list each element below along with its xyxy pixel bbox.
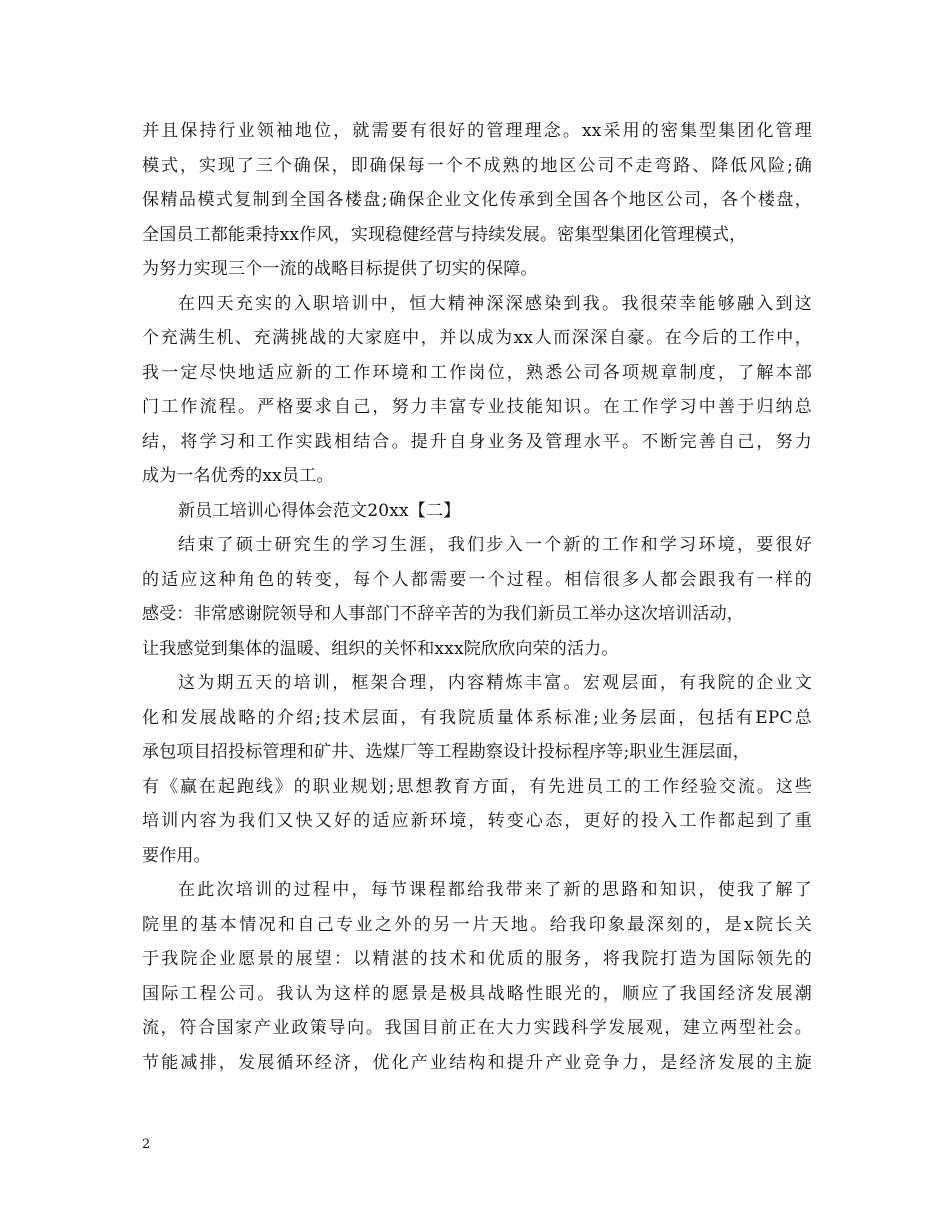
text-line: 承包项目招投标管理和矿井、选煤厂等工程勘察设计投标程序等;职业生涯层面，	[142, 742, 750, 762]
text-line: 国际工程公司。我认为这样的愿景是极具战略性眼光的，顺应了我国经济发展潮	[142, 983, 812, 1004]
text-line: 感受：非常感谢院领导和人事部门不辞辛苦的为我们新员工举办这次培训活动，	[142, 604, 744, 624]
page-number: 2	[142, 1137, 151, 1152]
text-line: 并且保持行业领袖地位，就需要有很好的管理理念。xx采用的密集型集团化管理	[142, 121, 812, 141]
text-line: 化和发展战略的介绍;技术层面，有我院质量体系标准;业务层面，包括有EPC总	[142, 707, 812, 728]
text-line: 有《赢在起跑线》的职业规划;思想教育方面，有先进员工的工作经验交流。这些	[142, 776, 812, 797]
text-line: 保精品模式复制到全国各楼盘;确保企业文化传承到全国各个地区公司，各个楼盘，	[142, 190, 812, 210]
text-line: 结，将学习和工作实践相结合。提升自身业务及管理水平。不断完善自己，努力	[142, 431, 812, 452]
text-line: 模式，实现了三个确保，即确保每一个不成熟的地区公司不走弯路、降低风险;确	[142, 155, 812, 176]
text-line: 流，符合国家产业政策导向。我国目前正在大力实践科学发展观，建立两型社会。	[142, 1018, 812, 1038]
text-line: 结束了硕士研究生的学习生涯，我们步入一个新的工作和学习环境，要很好	[178, 535, 812, 555]
text-line: 培训内容为我们又快又好的适应新环境，转变心态，更好的投入工作都起到了重	[142, 811, 812, 831]
text-line: 在四天充实的入职培训中，恒大精神深深感染到我。我很荣幸能够融入到这	[178, 293, 812, 314]
text-line: 我一定尽快地适应新的工作环境和工作岗位，熟悉公司各项规章制度，了解本部	[142, 362, 812, 383]
document-body	[142, 114, 812, 1080]
text-line: 门工作流程。严格要求自己，努力丰富专业技能知识。在工作学习中善于归纳总	[142, 397, 812, 417]
text-line: 的适应这种角色的转变，每个人都需要一个过程。相信很多人都会跟我有一样的	[142, 569, 812, 590]
text-line: 成为一名优秀的xx员工。	[142, 466, 334, 486]
text-line: 节能减排，发展循环经济，优化产业结构和提升产业竞争力，是经济发展的主旋	[142, 1052, 812, 1073]
text-line: 这为期五天的培训，框架合理，内容精炼丰富。宏观层面，有我院的企业文	[178, 673, 812, 693]
text-line: 为努力实现三个一流的战略目标提供了切实的保障。	[142, 259, 538, 279]
text-line: 个充满生机、充满挑战的大家庭中，并以成为xx人而深深自豪。在今后的工作中，	[142, 328, 812, 348]
text-line: 新员工培训心得体会范文20xx【二】	[178, 500, 461, 521]
text-line: 在此次培训的过程中，每节课程都给我带来了新的思路和知识，使我了解了	[178, 880, 812, 900]
text-line: 要作用。	[142, 845, 211, 866]
text-line: 让我感觉到集体的温暖、组织的关怀和xxx院欣欣向荣的活力。	[142, 638, 619, 659]
text-line: 于我院企业愿景的展望：以精湛的技术和优质的服务，将我院打造为国际领先的	[142, 949, 812, 969]
text-line: 全国员工都能秉持xx作风，实现稳健经营与持续发展。密集型集团化管理模式，	[142, 224, 747, 245]
text-line: 院里的基本情况和自己专业之外的另一片天地。给我印象最深刻的，是x院长关	[142, 914, 812, 935]
